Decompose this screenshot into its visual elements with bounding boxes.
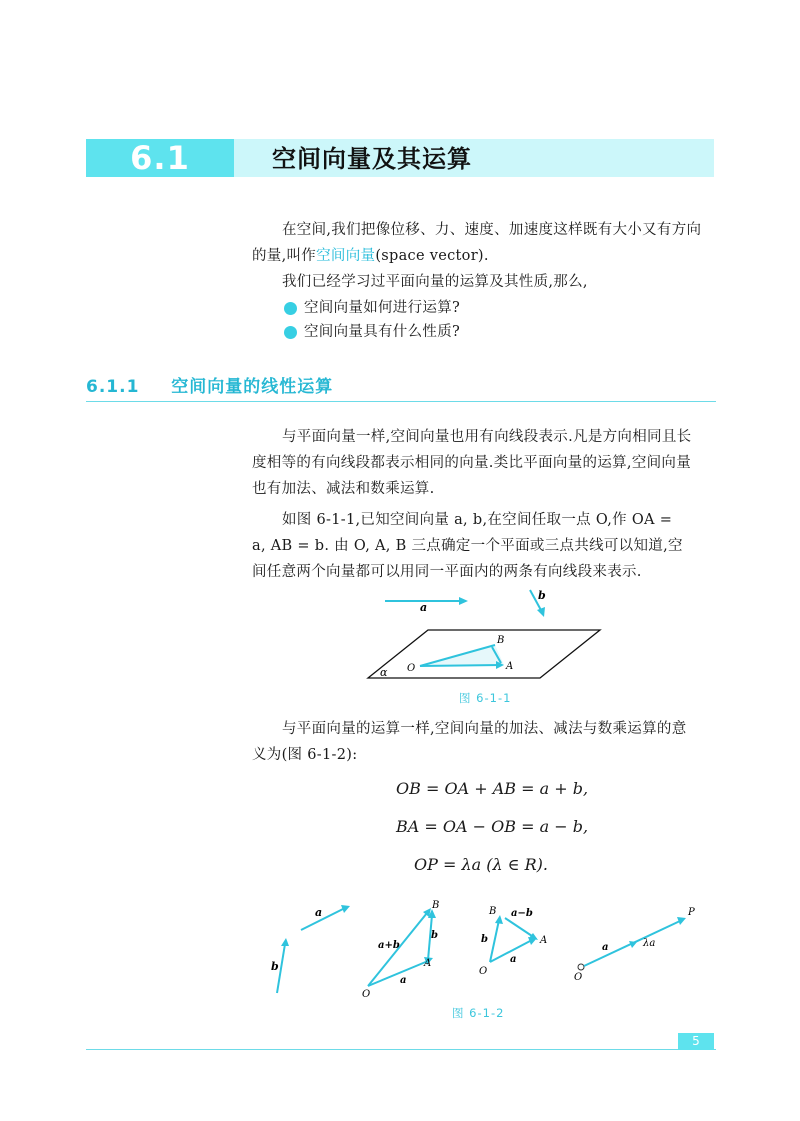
section-number: 6.1 [130,139,190,177]
body-line: 与平面向量一样,空间向量也用有向线段表示.凡是方向相同且长 [282,429,692,445]
figure-6-1-2 [265,898,715,1003]
label-O: O [574,972,583,983]
figure-caption-2: 图 6-1-2 [452,1006,505,1020]
label-A: A [540,935,548,946]
label-P: P [688,907,695,918]
label-a: a [315,906,323,919]
subsection-heading [86,372,333,397]
intro-line-1: 在空间,我们把像位移、力、速度、加速度这样既有大小又有方向 [282,222,702,238]
body-line: 也有加法、减法和数乘运算. [252,481,435,497]
bullet-item-2: 空间向量具有什么性质? [304,324,461,340]
subsection-title: 空间向量的线性运算 [171,377,334,397]
footer-rule [86,1049,716,1050]
bullet-item-1: 空间向量如何进行运算? [304,300,461,316]
vector-BA [505,918,535,938]
section-number-box [86,139,234,177]
term-space-vector: 空间向量 [316,248,376,264]
body-line: 间任意两个向量都可以用同一平面内的两条有向线段来表示. [252,564,642,580]
bullet-icon [284,326,297,339]
section-title: 空间向量及其运算 [272,144,472,173]
body-line: 如图 6-1-1,已知空间向量 a, b,在空间任取一点 O,作 OA = [282,512,673,528]
subsection-rule [86,401,716,402]
label-B: B [497,635,505,646]
label-b: b [271,960,279,973]
vector-b-arrowhead [281,938,289,946]
vector-OB [490,920,499,962]
label-B: B [432,900,440,911]
figure-caption-1: 图 6-1-1 [459,691,512,705]
intro-line-3: 我们已经学习过平面向量的运算及其性质,那么, [282,274,588,290]
equation-3: OP = λa (λ ∈ R). [414,855,548,874]
vector-b-arrowhead [537,607,545,617]
label-a: a [602,942,609,953]
equation-1: OB = OA + AB = a + b, [396,779,589,798]
label-A: A [506,661,514,672]
intro-line-2-text: 的量,叫作 [252,248,317,264]
vector-a-arrowhead [459,597,468,605]
label-a: a [420,601,428,614]
subsection-number: 6.1.1 [86,377,140,397]
term-english: (space vector). [375,248,489,264]
label-lambda-a: λa [643,938,656,949]
label-b: b [481,934,488,945]
figure-6-1-1 [360,585,610,685]
label-O: O [407,663,416,674]
label-a: a [400,975,407,986]
triangle-fill [420,645,504,666]
label-B: B [489,906,497,917]
equation-2: BA = OA − OB = a − b, [396,817,589,836]
bullet-icon [284,302,297,315]
label-a-plus-b: a+b [378,940,400,951]
label-a: a [510,954,517,965]
point-O [578,964,584,970]
body-line: 与平面向量的运算一样,空间向量的加法、减法与数乘运算的意 [282,721,687,737]
label-O: O [479,966,488,977]
label-b: b [431,930,438,941]
label-A: A [424,958,432,969]
intro-line-2 [252,243,489,269]
label-alpha: α [380,666,388,679]
label-a-minus-b: a−b [511,908,533,919]
body-line: 度相等的有向线段都表示相同的向量.类比平面向量的运算,空间向量 [252,455,692,471]
body-line: a, AB = b. 由 O, A, B 三点确定一个平面或三点共线可以知道,空 [252,538,683,554]
label-b: b [538,589,546,602]
vector-a [301,908,345,930]
label-O: O [362,989,371,1000]
page-number: 5 [678,1033,714,1050]
body-line: 义为(图 6-1-2): [252,747,358,763]
